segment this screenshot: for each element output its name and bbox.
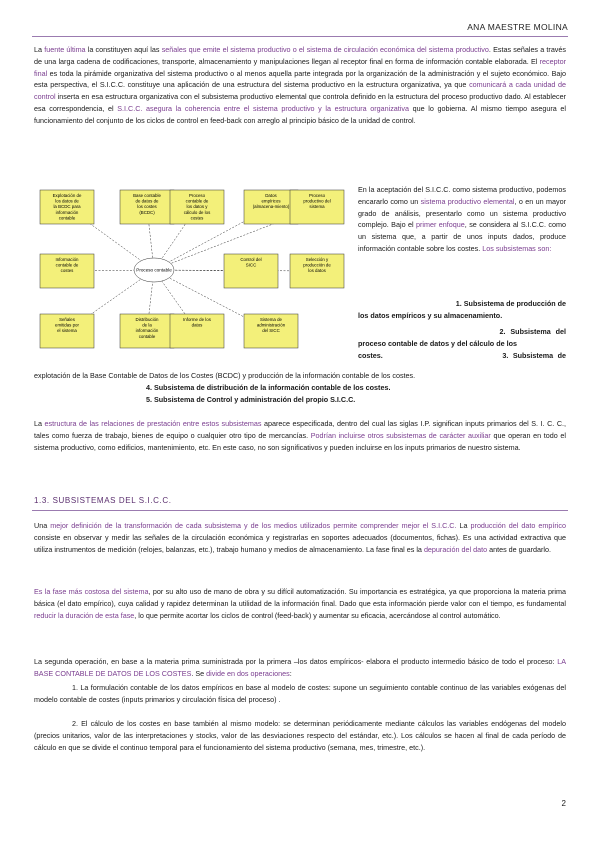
highlighted-text: primer enfoque <box>416 220 465 230</box>
text-run: La <box>34 45 45 54</box>
text-run: La <box>456 521 471 530</box>
diagram-box-label: administración <box>256 322 286 328</box>
highlighted-text: mejor definición de la transformación de cada subsistema y de los medios utilizados permite comprender mejor el S.I.C.C. <box>50 521 457 530</box>
intro-paragraph <box>34 44 566 127</box>
list-item-5: 5. Subsistema de Control y administración del propio S.I.C.C. <box>146 395 356 404</box>
text-run: . Se <box>191 668 207 678</box>
highlighted-text: Podrían incluirse otros subsistemas de carácter auxiliar <box>310 430 491 440</box>
diagram-box-label: de la <box>142 322 152 328</box>
diagram-box-label: Control del <box>240 257 262 262</box>
diagram-box-label: costes <box>190 215 204 221</box>
text-run: La segunda operación, en base a la materia prima suministrada por la primera –los datos empíricos- elabora el producto intermedio básico de todo el proceso: <box>34 657 558 666</box>
diagram-box-label: contable <box>138 333 156 339</box>
text-run: consiste en observar y medir las señales de la circulación económica y registrarlas en soportes adecuados (documentos, fichas). Es una actividad extractiva que utiliza instrumentos de medición (relojes, balanzas, etc.), trabajo humano y medios de almacenamiento. La fase final es la <box>34 532 566 554</box>
definition-paragraph <box>34 520 566 555</box>
diagram-box-label: los datos de <box>55 198 79 204</box>
list-item-2a: 2. Subsistema del <box>358 327 566 336</box>
highlighted-text: Los subsistemas son: <box>482 243 552 253</box>
list-item-4: 4. Subsistema de distribución de la información contable de los costes. <box>146 383 391 392</box>
text-run: , se considera al S.I.C.C. como un sistema que, a partir de unos inputs dados, produce información contable sobre los costes. <box>358 220 566 253</box>
header-rule <box>32 36 568 37</box>
diagram-box-label: producción de <box>303 262 331 268</box>
diagram-box-label: Sistema de <box>260 317 282 322</box>
cost-paragraph <box>34 586 566 621</box>
text-run: es toda la pirámide organizativa del sistema productivo o al menos aquella parte integrada por la organización de la administración y el sujeto económico. Bajo esta perspectiva, el S.I.C.C. constituye una aplicación de una estructura del sistema productivo en la estructura organizativa, ya que <box>34 68 566 90</box>
diagram-box-label: sistema <box>309 204 325 210</box>
text-run: la constituyen aquí las <box>85 45 162 54</box>
highlighted-text: fuente última <box>44 45 86 54</box>
list-item-1a: 1. Subsistema de producción de <box>455 299 566 308</box>
text-run: antes de guardarlo. <box>487 544 552 554</box>
diagram-box-label: emitidas por <box>55 322 79 328</box>
highlighted-text: depuración del dato <box>423 544 488 554</box>
list-item-2c-3a: costes. 3. Subsistema de <box>358 351 566 360</box>
text-run: . Estas señales a través de una larga cadena de codificaciones, transporte, almacenamiento y manipulaciones llegan al receptor final en forma de información contable elaborada. El <box>34 45 566 66</box>
highlighted-text: receptor final <box>34 56 566 78</box>
highlighted-text: producción del dato empírico <box>470 521 566 530</box>
diagram-box-label: Datos <box>265 193 277 198</box>
diagram-center-label: Proceso contable <box>136 267 172 273</box>
header-author: ANA MAESTRE MOLINA <box>467 22 568 32</box>
highlighted-text: estructura de las relaciones de prestación entre estos subsistemas <box>44 419 262 428</box>
diagram-box-label: Proceso <box>188 193 206 198</box>
diagram-box-label: SICC <box>245 262 257 268</box>
right-column-paragraph <box>358 184 566 255</box>
diagram-box-label: Señales <box>59 317 75 322</box>
text-run: que lo gobierna. Al mismo tiempo asegura el funcionamiento del conjunto de los ciclos de control en feed-back con arreglo al principio básico de la unidad de control. <box>34 103 566 125</box>
text-run: , por su alto uso de mano de obra y su difícil automatización. Su importancia es estratégica, ya que proporciona la materia prima básica (el dato empírico), cuya calidad y rapidez determinan la utilidad de la información final. Dado que esta información pierde valor con el tiempo, es fundamental <box>34 587 566 608</box>
highlighted-text: S.I.C.C. asegura la coherencia entre el sistema productivo y la estructura organizativa <box>117 103 409 113</box>
operation-2: 2. El cálculo de los costes en base también al mismo modelo: se determinan periódicamente mediante cálculos las variables endógenas del modelo (precios unitarios, valor de las interpretaciones y stocks, valor de las desviaciones respecto del estándar, etc.). Los cálculos se hacen al final de cada período de cálculo en que se divide el continuo temporal para el funcionamiento del sistema productivo (semana, mes, trimestre, etc.). <box>34 719 566 752</box>
list-item-1b: los datos empíricos y su almacenamiento. <box>358 311 503 320</box>
diagram-box-label: Explotación de <box>52 193 82 198</box>
diagram-box-label: empíricos <box>261 198 281 204</box>
highlighted-text: Es la fase más costosa del sistema <box>34 587 149 596</box>
diagram-box-label: del SICC <box>262 328 280 334</box>
diagram-box-label: Selección y <box>305 257 329 262</box>
diagram-box-label: los datos y <box>186 204 208 210</box>
diagram-box-label: Informe de los <box>183 317 211 322</box>
diagram-box-label: costes <box>60 268 74 274</box>
text-run: , lo que permite acortar los ciclos de control (feed-back) y aumentar su eficacia, acercándose al control automático. <box>134 610 501 620</box>
diagram-box-label: Base contable <box>133 193 161 198</box>
text-run: que operan en todo el sistema productivo, como edificios, mantenimiento, etc. En este caso, no son significativos y pueden incluirse en los inputs primarios de nuestro sistema. <box>34 430 567 452</box>
text-run: aparece especificada, dentro del cual las siglas I.P. significan inputs primarios del S. I. C. C., tales como fuerza de trabajo, bienes de equipo o cualquier otro tipo de mercancías. <box>34 419 567 440</box>
diagram-box-label: Proceso <box>308 193 326 198</box>
list-item-2b: proceso contable de datos y del cálculo de los <box>358 339 517 348</box>
diagram-box-label: la BCDC para <box>53 204 81 210</box>
diagram-box-label: de datos de <box>135 198 159 204</box>
diagram-box-label: (almacena-miento) <box>252 204 290 210</box>
section-title: 1.3. SUBSISTEMAS DEL S.I.C.C. <box>34 496 172 505</box>
diagram-box-label: productivo del <box>303 198 331 204</box>
highlighted-text: señales que emite el sistema productivo o el sistema de circulación económica del sistema productivo <box>161 45 489 54</box>
diagram-box-label: contable <box>58 215 76 221</box>
sicc-diagram <box>34 184 352 370</box>
text-run: , o en un mayor grado de análisis, presentarlo como un sistema productivo complejo. Bajo el <box>358 196 566 230</box>
diagram-box-label: los datos <box>308 268 326 274</box>
text-run: inserta en esa estructura organizativa con el subsistema productivo elemental que controla definido en la estructura del proceso productivo dado. Al establecer esa correspondencia, el <box>34 92 566 113</box>
diagram-box-label: (BCDC) <box>139 209 155 215</box>
highlighted-text: reducir la duración de esta fase <box>34 610 135 620</box>
section-rule <box>32 510 568 511</box>
text-run: En la aceptación del S.I.C.C. como sistema productivo, podemos encararlo como un <box>358 185 566 206</box>
second-operation-paragraph <box>34 656 566 680</box>
diagram-box-label: el sistema <box>57 328 77 334</box>
text-run: La <box>34 419 45 428</box>
structure-paragraph <box>34 418 566 453</box>
page-number: 2 <box>561 799 566 808</box>
diagram-box-label: contable de <box>55 262 79 268</box>
diagram-box-label: cálculo de los <box>183 209 211 215</box>
highlighted-text: comunicará a cada unidad de control <box>34 80 566 102</box>
diagram-box-label: Distribución <box>135 317 159 322</box>
operation-1: 1. La formulación contable de los datos empíricos en base al modelo de costes: supone un seguimiento contable continuo de las variables exógenas del modelo contable de costes (inputs primarios y circulación física del proceso) . <box>34 683 566 704</box>
diagram-box-label: información <box>55 209 79 215</box>
text-run: : <box>289 668 292 678</box>
text-run: Una <box>34 521 51 530</box>
list-item-3b: explotación de la Base Contable de Datos de los Costes (BCDC) y producción de la información contable de los costes. <box>34 371 416 380</box>
highlighted-text: LA BASE CONTABLE DE DATOS DE LOS COSTES <box>34 657 566 678</box>
diagram-boxes <box>40 190 344 348</box>
highlighted-text: sistema productivo elemental <box>420 196 515 206</box>
highlighted-text: divide en dos operaciones <box>206 668 290 678</box>
diagram-box-label: los costes <box>137 204 157 210</box>
diagram-box-label: contable de <box>185 198 209 204</box>
diagram-box-label: información <box>135 328 159 334</box>
diagram-box-label: datos <box>191 322 203 328</box>
diagram-box-label: Información <box>55 257 79 262</box>
